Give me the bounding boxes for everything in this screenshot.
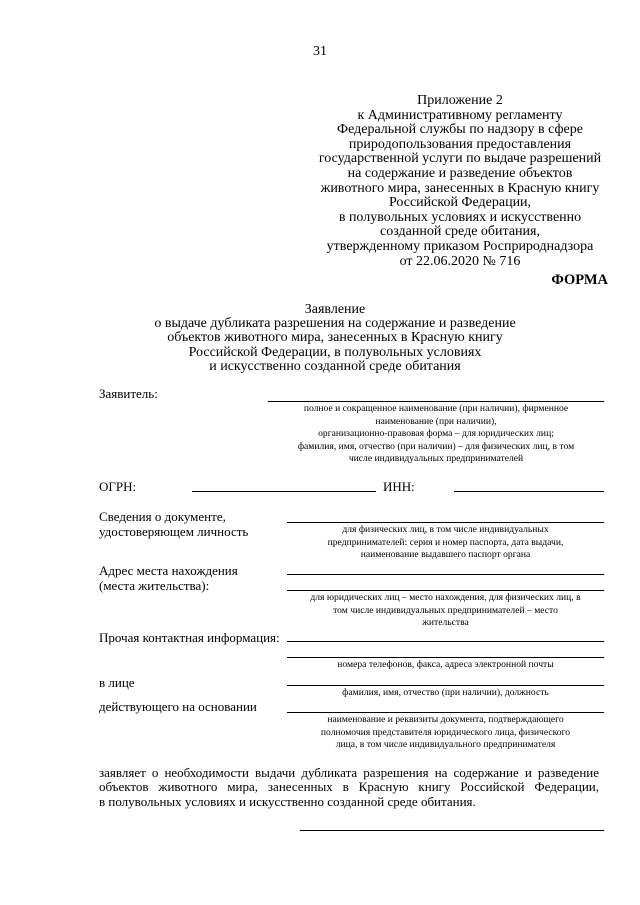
appendix-line: Приложение 2 xyxy=(417,93,503,108)
appendix-line: природопользования предоставления xyxy=(348,136,572,152)
appendix-line: к Административному регламенту xyxy=(357,107,563,123)
hint-line: организационно-правовая форма – для юридических лиц; xyxy=(318,428,554,439)
identity-document-label xyxy=(99,509,248,539)
address-field-line-1[interactable] xyxy=(287,574,604,575)
appendix-line: созданной среде обитания, xyxy=(380,224,540,240)
address-hint xyxy=(287,592,604,630)
contacts-hint xyxy=(287,659,604,672)
hint-line: номера телефонов, факса, адреса электронной почты xyxy=(337,659,554,670)
hint-line: том числе индивидуальных предпринимателей – место xyxy=(333,604,558,616)
document-title xyxy=(80,303,590,374)
statement-line: объектов животного мира, занесенных в Красную книгу Российской Федерации, xyxy=(99,779,599,795)
statement-line: в полувольных условиях и искусственно созданной среде обитания. xyxy=(99,793,476,809)
statement-paragraph xyxy=(99,766,599,809)
label-line: (места жительства): xyxy=(99,578,210,593)
contacts-label: Прочая контактная информация: xyxy=(99,630,280,645)
hint-line: числе индивидуальных предпринимателей xyxy=(348,453,524,464)
hint-line: лица, в том числе индивидуального предпринимателя xyxy=(335,739,556,750)
appendix-line: животного мира, занесенных в Красную книгу xyxy=(320,180,600,196)
form-label: ФОРМА xyxy=(551,272,608,288)
appendix-line: от 22.06.2020 № 716 xyxy=(399,253,521,269)
applicant-label: Заявитель: xyxy=(99,386,158,401)
identity-document-hint xyxy=(287,524,604,562)
appendix-line: Федеральной службы по надзору в сфере xyxy=(337,122,583,138)
inn-label: ИНН: xyxy=(383,479,415,494)
signature-line[interactable] xyxy=(300,830,604,831)
appendix-line: на содержание и разведение объектов xyxy=(347,165,573,181)
statement-line: заявляет о необходимости выдачи дубликата разрешения на содержание и разведение xyxy=(99,765,599,780)
appendix-line: Российской Федерации, xyxy=(388,195,532,211)
hint-line: наименование (при наличии), xyxy=(375,415,497,427)
represented-by-hint xyxy=(287,687,604,700)
applicant-hint xyxy=(268,403,604,466)
contacts-field-line-2[interactable] xyxy=(287,657,604,658)
page-number: 31 xyxy=(313,44,327,59)
acting-basis-label: действующего на основании xyxy=(99,699,257,714)
appendix-line: в полувольных условиях и искусственно xyxy=(338,209,582,225)
contacts-field-line-1[interactable] xyxy=(287,641,604,642)
hint-line: предпринимателей: серия и номер паспорта, дата выдачи, xyxy=(327,536,564,548)
applicant-field-line[interactable] xyxy=(268,401,604,402)
title-line: и искусственно созданной среде обитания xyxy=(209,358,461,374)
inn-field-line[interactable] xyxy=(454,491,604,492)
title-line: о выдаче дубликата разрешения на содержание и разведение xyxy=(154,316,516,332)
address-field-line-2[interactable] xyxy=(287,590,604,591)
hint-line: для физических лиц, в том числе индивидуальных xyxy=(342,524,549,535)
hint-line: для юридических лиц – место нахождения, для физических лиц, в xyxy=(310,592,581,603)
hint-line: наименование и реквизиты документа, подтверждающего xyxy=(327,714,564,725)
acting-basis-hint xyxy=(287,714,604,752)
hint-line: наименование выдавшего паспорт органа xyxy=(360,549,531,560)
acting-basis-field-line[interactable] xyxy=(287,712,604,713)
label-line: удостоверяющем личность xyxy=(99,524,249,539)
appendix-line: утвержденному приказом Росприроднадзора xyxy=(326,238,594,254)
hint-line: полное и сокращенное наименование (при наличии), фирменное xyxy=(303,403,569,414)
ogrn-field-line[interactable] xyxy=(192,491,376,492)
ogrn-label: ОГРН: xyxy=(99,479,137,494)
title-line: Заявление xyxy=(304,302,366,317)
identity-document-field-line[interactable] xyxy=(287,522,604,523)
label-line: Сведения о документе, xyxy=(99,509,226,524)
label-line: Адрес места нахождения xyxy=(99,563,238,578)
hint-line: жительства xyxy=(422,617,469,628)
hint-line: фамилия, имя, отчество (при наличии) – для физических лиц, в том xyxy=(297,440,575,452)
title-line: объектов животного мира, занесенных в Красную книгу xyxy=(167,330,503,346)
represented-by-label: в лице xyxy=(99,675,135,690)
appendix-header xyxy=(290,94,630,269)
represented-by-field-line[interactable] xyxy=(287,685,604,686)
hint-line: полномочия представителя юридического лица, физического xyxy=(320,726,571,738)
appendix-line: государственной услуги по выдаче разрешений xyxy=(318,151,602,167)
title-line: Российской Федерации, в полувольных условиях xyxy=(188,344,482,360)
hint-line: фамилия, имя, отчество (при наличии), должность xyxy=(342,687,549,698)
address-label xyxy=(99,563,238,593)
